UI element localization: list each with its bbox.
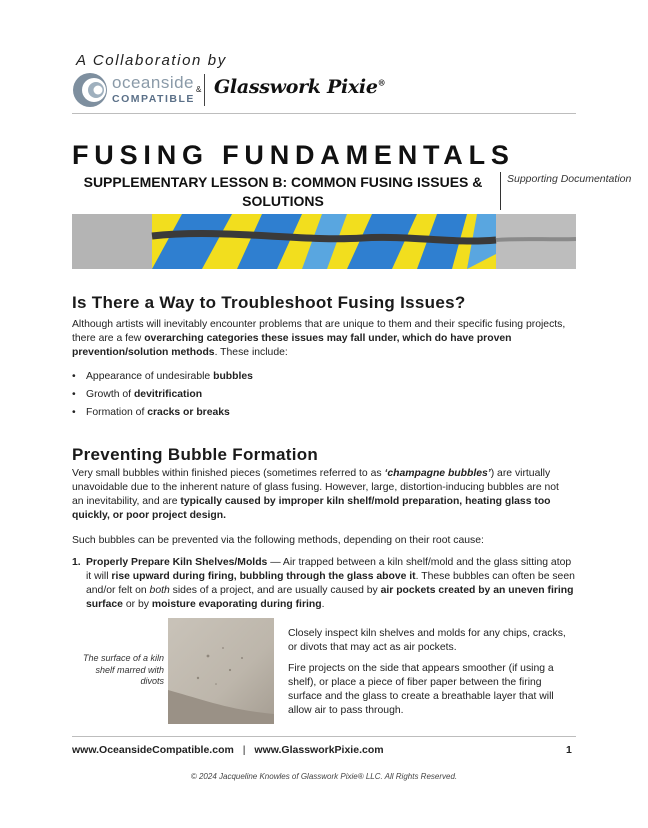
- glassworkpixie-link[interactable]: www.GlassworkPixie.com: [254, 744, 384, 756]
- issue-category-list: [72, 368, 253, 422]
- troubleshoot-intro: Although artists will inevitably encounter problems that are unique to them and their specific fusing projects, there are a few overarching categories these issues may fall under, which do have proven prevention/solution methods. These include:: [72, 319, 566, 358]
- footer-divider: [72, 736, 576, 737]
- oceanside-compatible-wordmark: COMPATIBLE: [112, 93, 195, 105]
- footer-links: [72, 744, 384, 756]
- partner-logos: [72, 72, 392, 108]
- glasswork-pixie-wordmark: Glasswork Pixie®: [214, 76, 386, 98]
- method-item-1-text: Properly Prepare Kiln Shelves/Molds — Air trapped between a kiln shelf/mold and the glass sitting atop it will rise upward during firing, bubbling through the glass above it. These bubbles can often be seen and/or felt on both sides of a project, and are usually caused by air pockets created by an uneven firing surface or by moisture evaporating during firing.: [86, 557, 575, 610]
- header-divider: [72, 113, 576, 114]
- tip-fire-smooth-side: Fire projects on the side that appears smoother (if using a shelf), or place a piece of fiber paper between the firing surface and the glass to create a breathable layer that will allow air to pass through.: [288, 663, 554, 716]
- bubbles-methods-intro: Such bubbles can be prevented via the following methods, depending on their root cause:: [72, 535, 484, 546]
- oceanside-logo-icon: [72, 72, 108, 108]
- copyright-notice: © 2024 Jacqueline Knowles of Glasswork Pixie® LLC. All Rights Reserved.: [190, 772, 458, 781]
- kiln-shelf-photo: [168, 618, 274, 724]
- bubbles-intro: Very small bubbles within finished pieces (sometimes referred to as ‘champagne bubbles’) are virtually unavoidable due to the inherent nature of glass fusing. However, large, distortion-inducing bubbles are not an inevitability, and are typically caused by improper kiln shelf/mold preparation, heating glass too quickly, or poor project design.: [72, 468, 559, 521]
- method-item-1: [72, 556, 576, 612]
- item-number: 1.: [72, 557, 81, 568]
- photo-caption: The surface of a kiln shelf marred with divots: [82, 653, 164, 686]
- collaboration-label: A Collaboration by: [76, 52, 227, 69]
- page-title: FUSING FUNDAMENTALS: [72, 140, 515, 170]
- logo-ampersand: &: [196, 85, 202, 94]
- logo-divider: [204, 74, 205, 106]
- list-item: • Growth of devitrification: [72, 386, 253, 404]
- list-item: • Formation of cracks or breaks: [72, 404, 253, 422]
- lesson-subtitle: SUPPLEMENTARY LESSON B: COMMON FUSING ISSUES & SOLUTIONS: [83, 174, 483, 209]
- tip-inspect-shelves: Closely inspect kiln shelves and molds for any chips, cracks, or divots that may act as air pockets.: [288, 628, 566, 653]
- fused-glass-banner-image: [72, 214, 576, 269]
- list-item: • Appearance of undesirable bubbles: [72, 368, 253, 386]
- page-number: 1: [566, 744, 572, 756]
- section-heading-bubbles: Preventing Bubble Formation: [72, 445, 319, 464]
- oceanside-link[interactable]: www.OceansideCompatible.com: [72, 744, 234, 756]
- section-heading-troubleshoot: Is There a Way to Troubleshoot Fusing Issues?: [72, 293, 466, 312]
- footer-link-divider: |: [242, 744, 246, 756]
- supporting-documentation-tag: Supporting Documentation: [500, 172, 631, 210]
- oceanside-wordmark: oceanside: [112, 73, 195, 92]
